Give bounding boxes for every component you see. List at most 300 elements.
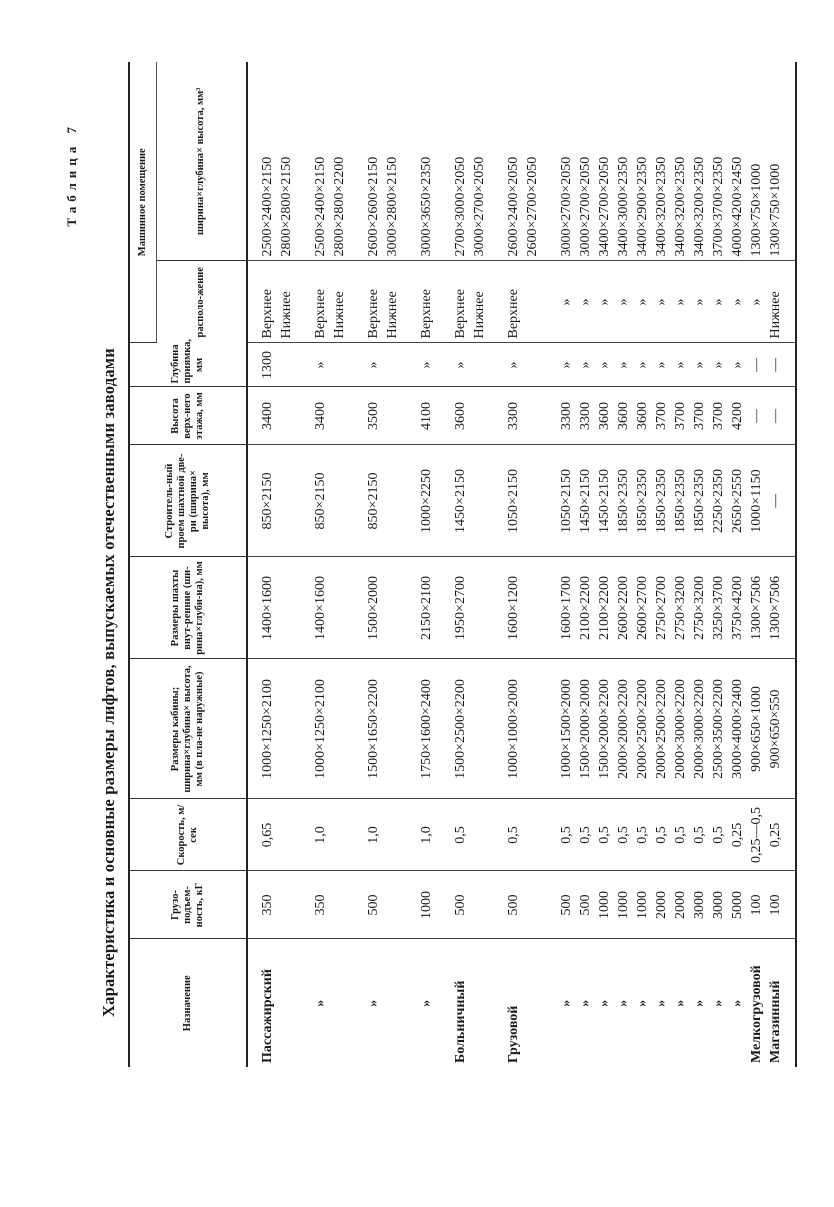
- cell-cabin-text: 900×650×1000: [748, 686, 764, 772]
- cell-mr-dims: [402, 62, 436, 261]
- cell-purpose-text: Мелкогрузовой: [748, 965, 764, 1063]
- cell-shaft-text: 2600×2700: [634, 576, 650, 640]
- cell-purpose: [436, 939, 489, 1067]
- mr-dims-line: 3400×3200×2350: [653, 156, 669, 257]
- cell-cabin: [542, 659, 576, 799]
- cell-speed-text: 0,5: [505, 826, 521, 844]
- cell-top-floor: [595, 387, 614, 445]
- mr-location-line: »: [729, 298, 745, 306]
- cell-capacity: [489, 871, 542, 939]
- cell-shaft-text: 1400×1600: [259, 576, 275, 640]
- cell-shaft: [595, 557, 614, 659]
- mr-location-line: Верхнее: [418, 289, 434, 339]
- header-shaft: Размеры шахты внут-ренние (ши-рина×глуби-на), мм: [129, 557, 247, 659]
- cell-purpose-text: »: [312, 999, 328, 1007]
- cell-cabin: [652, 659, 671, 799]
- cell-cabin: [489, 659, 542, 799]
- header-mr-location: располо-жение: [157, 261, 247, 343]
- cell-mr-location: [747, 261, 766, 343]
- cell-mr-dims: [633, 62, 652, 261]
- cell-mr-dims: [747, 62, 766, 261]
- table-body: [247, 62, 796, 1067]
- table-row: [576, 62, 595, 1067]
- cell-capacity: [728, 871, 747, 939]
- cell-mr-location: [652, 261, 671, 343]
- cell-door: [296, 445, 349, 557]
- cell-cabin: [402, 659, 436, 799]
- cell-cabin-text: 1750×1600×2400: [418, 679, 434, 779]
- cell-shaft: [296, 557, 349, 659]
- cell-capacity: [296, 871, 349, 939]
- cell-speed: [671, 799, 690, 871]
- cell-purpose: [489, 939, 542, 1067]
- cell-door: [766, 445, 796, 557]
- cell-purpose-text: Больничный: [452, 980, 468, 1063]
- mr-dims-line: 3400×3200×2350: [691, 156, 707, 257]
- cell-purpose: [652, 939, 671, 1067]
- header-speed: Скорость, м/сек: [129, 799, 247, 871]
- cell-door-text: 2650×2550: [729, 469, 745, 533]
- cell-shaft-text: 1950×2700: [452, 576, 468, 640]
- table-row: [652, 62, 671, 1067]
- cell-top-floor-text: 3600: [615, 402, 631, 430]
- cell-speed-text: 0,5: [634, 826, 650, 844]
- cell-shaft-text: 1500×2000: [365, 576, 381, 640]
- cell-pit: [349, 343, 402, 387]
- cell-purpose-text: »: [672, 999, 688, 1007]
- table-row: [709, 62, 728, 1067]
- cell-pit-text: »: [672, 361, 688, 369]
- cell-top-floor: [296, 387, 349, 445]
- elevator-table: [128, 62, 797, 1067]
- table-header: [129, 62, 247, 1067]
- cell-top-floor-text: 3600: [596, 402, 612, 430]
- mr-location-line: »: [596, 298, 612, 306]
- cell-door: [747, 445, 766, 557]
- cell-pit: [542, 343, 576, 387]
- cell-pit: [595, 343, 614, 387]
- cell-speed: [614, 799, 633, 871]
- mr-dims-line: 2500×2400×2150: [312, 156, 328, 257]
- cell-pit-text: »: [365, 361, 381, 369]
- cell-cabin-text: 1000×1500×2000: [558, 679, 574, 779]
- cell-pit-text: —: [767, 358, 783, 372]
- cell-shaft-text: 2750×3200: [672, 576, 688, 640]
- mr-location-line: »: [748, 298, 764, 306]
- cell-shaft: [349, 557, 402, 659]
- cell-cabin: [614, 659, 633, 799]
- cell-capacity: [595, 871, 614, 939]
- mr-dims-line: 3000×2700×2050: [577, 156, 593, 257]
- mr-location-line: Нижнее: [278, 291, 294, 339]
- cell-speed-text: 1,0: [418, 826, 434, 844]
- cell-purpose: [402, 939, 436, 1067]
- cell-shaft: [652, 557, 671, 659]
- cell-top-floor: [349, 387, 402, 445]
- table-row: [671, 62, 690, 1067]
- cell-cabin-text: 1500×2500×2200: [452, 679, 468, 779]
- cell-cabin-text: 2000×3000×2200: [672, 679, 688, 779]
- mr-dims-line: 3400×2900×2350: [634, 156, 650, 257]
- cell-purpose-text: »: [596, 999, 612, 1007]
- cell-top-floor: [709, 387, 728, 445]
- cell-cabin: [747, 659, 766, 799]
- cell-door-text: 1850×2350: [615, 469, 631, 533]
- cell-pit-text: »: [691, 361, 707, 369]
- mr-dims-line: 3400×3000×2350: [615, 156, 631, 257]
- table-row: [542, 62, 576, 1067]
- cell-door-text: 850×2150: [312, 472, 328, 530]
- cell-shaft-text: 1400×1600: [312, 576, 328, 640]
- cell-top-floor: [766, 387, 796, 445]
- cell-capacity: [709, 871, 728, 939]
- cell-purpose: [349, 939, 402, 1067]
- cell-door-text: 1450×2150: [452, 469, 468, 533]
- cell-speed: [690, 799, 709, 871]
- cell-door: [633, 445, 652, 557]
- cell-shaft: [614, 557, 633, 659]
- cell-capacity-text: 1000: [418, 891, 434, 919]
- cell-shaft-text: 1300×7506: [748, 576, 764, 640]
- cell-door: [728, 445, 747, 557]
- cell-speed: [652, 799, 671, 871]
- mr-dims-line: 3400×3200×2350: [672, 156, 688, 257]
- cell-cabin-text: 1000×1000×2000: [505, 679, 521, 779]
- cell-purpose: [614, 939, 633, 1067]
- cell-door: [542, 445, 576, 557]
- cell-pit-text: »: [710, 361, 726, 369]
- cell-capacity-text: 1000: [596, 891, 612, 919]
- cell-speed: [247, 799, 296, 871]
- mr-location-line: »: [672, 298, 688, 306]
- cell-speed-text: 0,5: [558, 826, 574, 844]
- cell-purpose-text: »: [577, 999, 593, 1007]
- cell-door: [247, 445, 296, 557]
- cell-capacity-text: 500: [452, 894, 468, 916]
- cell-cabin: [671, 659, 690, 799]
- cell-speed-text: 0,5: [672, 826, 688, 844]
- cell-capacity: [690, 871, 709, 939]
- mr-location-line: »: [558, 298, 574, 306]
- cell-capacity: [402, 871, 436, 939]
- mr-dims-line: 3700×3700×2350: [710, 156, 726, 257]
- cell-purpose-text: Пассажирский: [259, 969, 275, 1063]
- cell-pit-text: »: [615, 361, 631, 369]
- cell-mr-location: [436, 261, 489, 343]
- table-row: [614, 62, 633, 1067]
- table-row: [728, 62, 747, 1067]
- cell-purpose-text: »: [558, 999, 574, 1007]
- cell-capacity-text: 350: [259, 894, 275, 916]
- cell-top-floor: [747, 387, 766, 445]
- cell-cabin-text: 2000×3000×2200: [691, 679, 707, 779]
- cell-top-floor: [614, 387, 633, 445]
- cell-door-text: 1450×2150: [596, 469, 612, 533]
- cell-pit-text: »: [558, 361, 574, 369]
- mr-dims-line: 3400×2700×2050: [596, 156, 612, 257]
- cell-cabin-text: 2000×2500×2200: [653, 679, 669, 779]
- cell-shaft: [747, 557, 766, 659]
- cell-purpose: [766, 939, 796, 1067]
- cell-pit-text: »: [452, 361, 468, 369]
- cell-speed: [576, 799, 595, 871]
- cell-capacity-text: 3000: [691, 891, 707, 919]
- cell-door: [709, 445, 728, 557]
- cell-door-text: 1850×2350: [672, 469, 688, 533]
- cell-capacity-text: 2000: [672, 891, 688, 919]
- mr-dims-line: 2500×2400×2150: [259, 156, 275, 257]
- mr-dims-line: 3000×3650×2350: [418, 156, 434, 257]
- cell-top-floor-text: 3600: [452, 402, 468, 430]
- cell-purpose-text: »: [418, 999, 434, 1007]
- cell-top-floor: [690, 387, 709, 445]
- mr-dims-line: 3000×2800×2150: [384, 156, 400, 257]
- cell-pit-text: »: [505, 361, 521, 369]
- mr-location-line: Верхнее: [259, 289, 275, 339]
- cell-speed: [595, 799, 614, 871]
- cell-door: [614, 445, 633, 557]
- cell-top-floor-text: 3300: [577, 402, 593, 430]
- table-row: [766, 62, 796, 1067]
- table-row: [489, 62, 542, 1067]
- cell-top-floor: [652, 387, 671, 445]
- cell-shaft: [542, 557, 576, 659]
- mr-location-line: Верхнее: [452, 289, 468, 339]
- cell-shaft-text: 2150×2100: [418, 576, 434, 640]
- cell-purpose: [247, 939, 296, 1067]
- cell-shaft-text: 1300×7506: [767, 576, 783, 640]
- cell-capacity: [349, 871, 402, 939]
- cell-speed-text: 0,5: [691, 826, 707, 844]
- cell-purpose: [595, 939, 614, 1067]
- cell-door: [349, 445, 402, 557]
- cell-top-floor-text: 3700: [653, 402, 669, 430]
- cell-cabin: [576, 659, 595, 799]
- cell-top-floor: [436, 387, 489, 445]
- table-caption: Таблица 7: [64, 122, 79, 227]
- cell-pit: [296, 343, 349, 387]
- table-row: [247, 62, 296, 1067]
- cell-top-floor-text: 3700: [710, 402, 726, 430]
- cell-pit-text: »: [418, 361, 434, 369]
- mr-location-line: Верхнее: [365, 289, 381, 339]
- cell-purpose: [542, 939, 576, 1067]
- cell-speed-text: 0,25—0,5: [748, 807, 764, 863]
- cell-top-floor-text: 3300: [558, 402, 574, 430]
- cell-shaft-text: 2600×2200: [615, 576, 631, 640]
- cell-mr-location: [709, 261, 728, 343]
- cell-top-floor-text: 3500: [365, 402, 381, 430]
- cell-mr-location: [766, 261, 796, 343]
- cell-pit-text: »: [596, 361, 612, 369]
- cell-mr-location: [296, 261, 349, 343]
- cell-door: [671, 445, 690, 557]
- cell-purpose-text: »: [729, 999, 745, 1007]
- mr-dims-line: 1300×750×1000: [767, 163, 783, 257]
- cell-capacity: [614, 871, 633, 939]
- cell-top-floor-text: —: [748, 409, 764, 423]
- cell-shaft: [709, 557, 728, 659]
- header-machine-room: Машинное помещение: [129, 62, 157, 343]
- mr-location-line: »: [634, 298, 650, 306]
- cell-shaft-text: 2100×2200: [577, 576, 593, 640]
- cell-mr-location: [576, 261, 595, 343]
- cell-purpose: [709, 939, 728, 1067]
- cell-mr-location: [671, 261, 690, 343]
- cell-pit-text: »: [312, 361, 328, 369]
- table-row: [690, 62, 709, 1067]
- mr-location-line: Нижнее: [331, 291, 347, 339]
- cell-cabin: [595, 659, 614, 799]
- cell-shaft: [436, 557, 489, 659]
- cell-capacity: [747, 871, 766, 939]
- cell-cabin: [296, 659, 349, 799]
- cell-cabin-text: 1000×1250×2100: [312, 679, 328, 779]
- cell-cabin: [728, 659, 747, 799]
- cell-top-floor: [633, 387, 652, 445]
- cell-capacity-text: 5000: [729, 891, 745, 919]
- cell-top-floor: [671, 387, 690, 445]
- cell-purpose-text: Магазинный: [767, 980, 783, 1063]
- cell-door: [436, 445, 489, 557]
- cell-door-text: 1050×2150: [558, 469, 574, 533]
- cell-pit: [766, 343, 796, 387]
- cell-cabin: [247, 659, 296, 799]
- cell-top-floor-text: 3700: [672, 402, 688, 430]
- cell-capacity: [542, 871, 576, 939]
- cell-pit: [436, 343, 489, 387]
- cell-shaft: [402, 557, 436, 659]
- cell-door-text: 1450×2150: [577, 469, 593, 533]
- cell-capacity-text: 500: [365, 894, 381, 916]
- cell-purpose: [671, 939, 690, 1067]
- cell-speed-text: 0,25: [767, 822, 783, 848]
- cell-door-text: 850×2150: [259, 472, 275, 530]
- cell-shaft: [489, 557, 542, 659]
- mr-dims-line: 2700×3000×2050: [452, 156, 468, 257]
- mr-location-line: »: [653, 298, 669, 306]
- cell-capacity: [576, 871, 595, 939]
- cell-door: [576, 445, 595, 557]
- cell-mr-dims: [728, 62, 747, 261]
- cell-cabin-text: 1500×2000×2000: [577, 679, 593, 779]
- cell-speed: [489, 799, 542, 871]
- cell-top-floor-text: 3700: [691, 402, 707, 430]
- cell-mr-location: [402, 261, 436, 343]
- cell-cabin: [349, 659, 402, 799]
- mr-dims-line: 2600×2700×2050: [524, 156, 540, 257]
- cell-mr-dims: [489, 62, 542, 261]
- cell-speed-text: 0,5: [653, 826, 669, 844]
- cell-purpose-text: »: [691, 999, 707, 1007]
- cell-shaft-text: 1600×1200: [505, 576, 521, 640]
- cell-mr-dims: [595, 62, 614, 261]
- cell-pit: [747, 343, 766, 387]
- cell-pit: [690, 343, 709, 387]
- cell-purpose-text: »: [615, 999, 631, 1007]
- cell-door-text: 1050×2150: [505, 469, 521, 533]
- cell-door-text: 850×2150: [365, 472, 381, 530]
- cell-shaft-text: 2750×2700: [653, 576, 669, 640]
- cell-speed-text: 0,5: [596, 826, 612, 844]
- cell-purpose-text: »: [710, 999, 726, 1007]
- cell-capacity-text: 100: [767, 894, 783, 916]
- cell-top-floor: [489, 387, 542, 445]
- cell-cabin-text: 900×650×550: [767, 689, 783, 769]
- cell-purpose: [728, 939, 747, 1067]
- cell-speed: [296, 799, 349, 871]
- cell-cabin: [709, 659, 728, 799]
- cell-pit-text: »: [729, 361, 745, 369]
- cell-shaft: [728, 557, 747, 659]
- cell-door-text: 1000×2250: [418, 469, 434, 533]
- cell-speed: [728, 799, 747, 871]
- cell-mr-location: [349, 261, 402, 343]
- cell-top-floor: [247, 387, 296, 445]
- cell-capacity-text: 1000: [615, 891, 631, 919]
- cell-speed-text: 0,5: [615, 826, 631, 844]
- mr-location-line: Нижнее: [384, 291, 400, 339]
- cell-pit: [489, 343, 542, 387]
- cell-pit-text: »: [653, 361, 669, 369]
- cell-shaft-text: 3250×3700: [710, 576, 726, 640]
- cell-top-floor-text: 3400: [312, 402, 328, 430]
- header-door: Строитель-ный проем шахтной две-ри (ширина× высота), мм: [129, 445, 247, 557]
- table-row: [436, 62, 489, 1067]
- header-top-floor: Высота верх-него этажа, мм: [129, 387, 247, 445]
- mr-dims-line: 1300×750×1000: [748, 163, 764, 257]
- cell-mr-location: [690, 261, 709, 343]
- cell-door-text: 1000×1150: [748, 469, 764, 533]
- cell-purpose-text: Грузовой: [505, 1005, 521, 1063]
- cell-shaft-text: 3750×4200: [729, 576, 745, 640]
- cell-speed-text: 0,65: [259, 822, 275, 848]
- cell-speed-text: 1,0: [365, 826, 381, 844]
- cell-cabin: [436, 659, 489, 799]
- cell-mr-location: [595, 261, 614, 343]
- cell-speed: [349, 799, 402, 871]
- cell-mr-dims: [247, 62, 296, 261]
- cell-pit-text: »: [577, 361, 593, 369]
- cell-mr-dims: [542, 62, 576, 261]
- cell-capacity-text: 2000: [653, 891, 669, 919]
- cell-pit: [247, 343, 296, 387]
- cell-shaft-text: 2100×2200: [596, 576, 612, 640]
- cell-top-floor: [542, 387, 576, 445]
- cell-purpose: [633, 939, 652, 1067]
- cell-mr-dims: [436, 62, 489, 261]
- table-row: [296, 62, 349, 1067]
- cell-mr-dims: [296, 62, 349, 261]
- mr-location-line: Верхнее: [312, 289, 328, 339]
- cell-shaft: [633, 557, 652, 659]
- cell-mr-dims: [709, 62, 728, 261]
- cell-capacity: [436, 871, 489, 939]
- cell-capacity: [633, 871, 652, 939]
- cell-door-text: 1850×2350: [653, 469, 669, 533]
- cell-top-floor-text: 3300: [505, 402, 521, 430]
- table-row: [402, 62, 436, 1067]
- cell-pit: [576, 343, 595, 387]
- cell-capacity-text: 3000: [710, 891, 726, 919]
- cell-speed-text: 0,5: [452, 826, 468, 844]
- cell-mr-dims: [690, 62, 709, 261]
- cell-speed: [747, 799, 766, 871]
- cell-shaft: [576, 557, 595, 659]
- mr-dims-line: 2800×2800×2200: [331, 156, 347, 257]
- cell-mr-dims: [671, 62, 690, 261]
- cell-pit-text: —: [748, 358, 764, 372]
